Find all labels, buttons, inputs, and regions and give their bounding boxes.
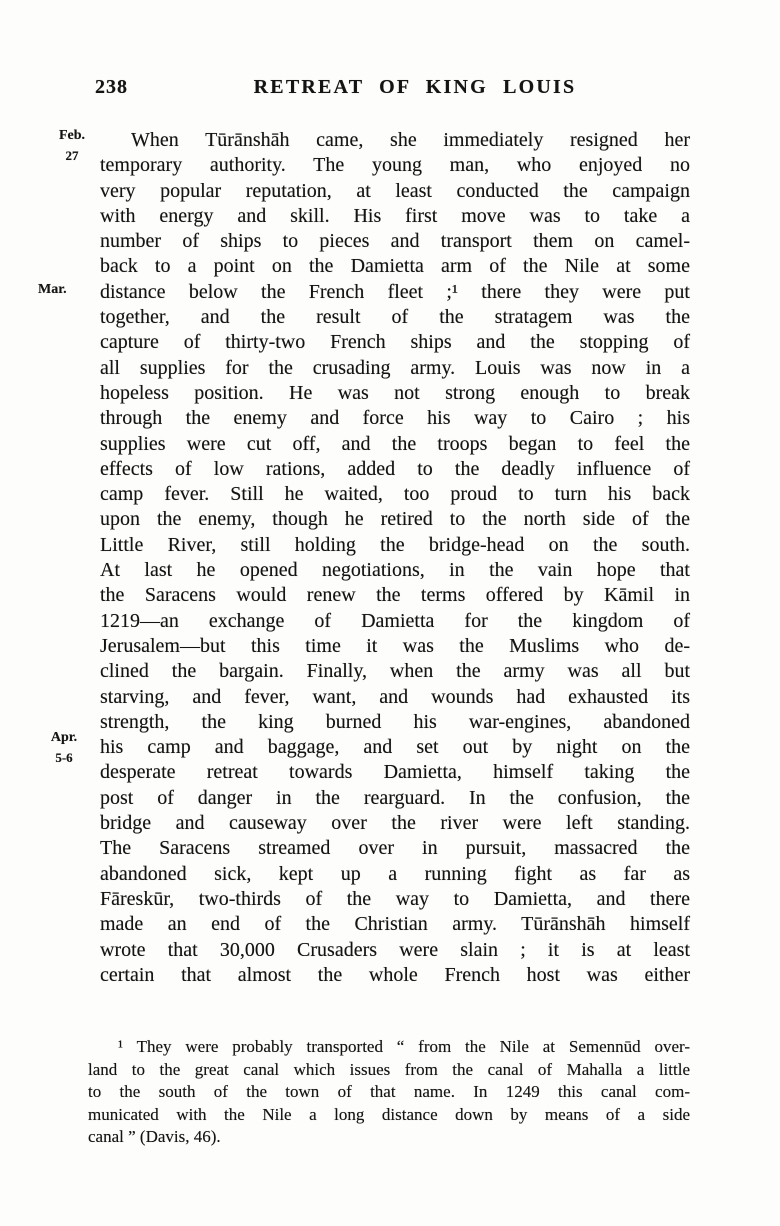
margin-note-feb [48, 126, 96, 165]
body-text-line: Fāreskūr, two-thirds of the way to Damietta, and there [100, 887, 690, 910]
body-text-line: certain that almost the whole French host was either [100, 963, 690, 986]
body-text-line: all supplies for the crusading army. Louis was now in a [100, 356, 690, 379]
body-text-line: distance below the French fleet ;¹ there they were put [100, 280, 690, 303]
page-number: 238 [95, 76, 128, 98]
body-text-line: camp fever. Still he waited, too proud to turn his back [100, 483, 690, 506]
body-text-line: supplies were cut off, and the troops began to feel the [100, 432, 690, 455]
body-text-line: bridge and causeway over the river were left standing. [100, 812, 690, 835]
margin-note-month: Feb. [58, 128, 86, 143]
body-text-line: with energy and skill. His first move was to take a [100, 204, 690, 227]
body-text-line: At last he opened negotiations, in the vain hope that [100, 559, 690, 582]
body-text [100, 128, 690, 988]
body-text-line: his camp and baggage, and set out by night on the [100, 736, 690, 759]
body-text-line: through the enemy and force his way to Cairo ; his [100, 407, 690, 430]
body-text-line: number of ships to pieces and transport them on camel- [100, 230, 690, 253]
margin-note-apr [40, 728, 88, 767]
body-text-line: abandoned sick, kept up a running fight as far as [100, 862, 690, 885]
footnote-line: land to the great canal which issues from the canal of Mahalla a little [88, 1059, 690, 1079]
margin-note-mar [38, 280, 86, 300]
margin-note-day: 5-6 [55, 750, 73, 765]
body-text-line: The Saracens streamed over in pursuit, massacred the [100, 837, 690, 860]
body-text-line: capture of thirty-two French ships and the stopping of [100, 331, 690, 354]
body-text-line: upon the enemy, though he retired to the north side of the [100, 508, 690, 531]
body-text-line: very popular reputation, at least conducted the campaign [100, 179, 690, 202]
body-text-line: desperate retreat towards Damietta, himself taking the [100, 761, 690, 784]
body-text-line: post of danger in the rearguard. In the confusion, the [100, 786, 690, 809]
footnote-line: to the south of the town of that name. In 1249 this canal com- [88, 1082, 690, 1101]
body-text-line: hopeless position. He was not strong enough to break [100, 381, 690, 404]
body-text-line: Jerusalem—but this time it was the Muslims who de- [100, 634, 690, 657]
body-text-line: together, and the result of the stratagem was the [100, 306, 690, 329]
margin-note-month: Apr. [50, 730, 78, 745]
body-text-line: the Saracens would renew the terms offered by Kāmil in [100, 584, 690, 607]
running-header-title: RETREAT OF KING LOUIS [253, 76, 577, 98]
body-text-line: starving, and fever, want, and wounds had exhausted its [100, 685, 690, 708]
footnote-line: municated with the Nile a long distance down by means of a side [88, 1104, 690, 1124]
body-text-line: strength, the king burned his war-engines, abandoned [100, 710, 690, 733]
body-text-line: effects of low rations, added to the deadly influence of [100, 457, 690, 480]
body-text-line: 1219—an exchange of Damietta for the kingdom of [100, 609, 690, 632]
body-text-line: clined the bargain. Finally, when the army was all but [100, 660, 690, 683]
body-text-line: back to a point on the Damietta arm of the Nile at some [100, 255, 690, 278]
body-text-line: When Tūrānshāh came, she immediately resigned her [131, 129, 690, 151]
body-text-line: Little River, still holding the bridge-head on the south. [100, 533, 690, 556]
body-text-line: made an end of the Christian army. Tūrānshāh himself [100, 913, 690, 936]
margin-note-month: Mar. [38, 282, 67, 297]
body-text-line: wrote that 30,000 Crusaders were slain ; it is at least [100, 938, 690, 961]
body-text-line: temporary authority. The young man, who enjoyed no [100, 154, 690, 177]
footnote-line: canal ” (Davis, 46). [88, 1127, 221, 1146]
footnote-line: ¹ They were probably transported “ from the Nile at Semennūd over- [118, 1037, 690, 1056]
margin-note-day: 27 [65, 148, 79, 163]
footnote [88, 1036, 690, 1149]
